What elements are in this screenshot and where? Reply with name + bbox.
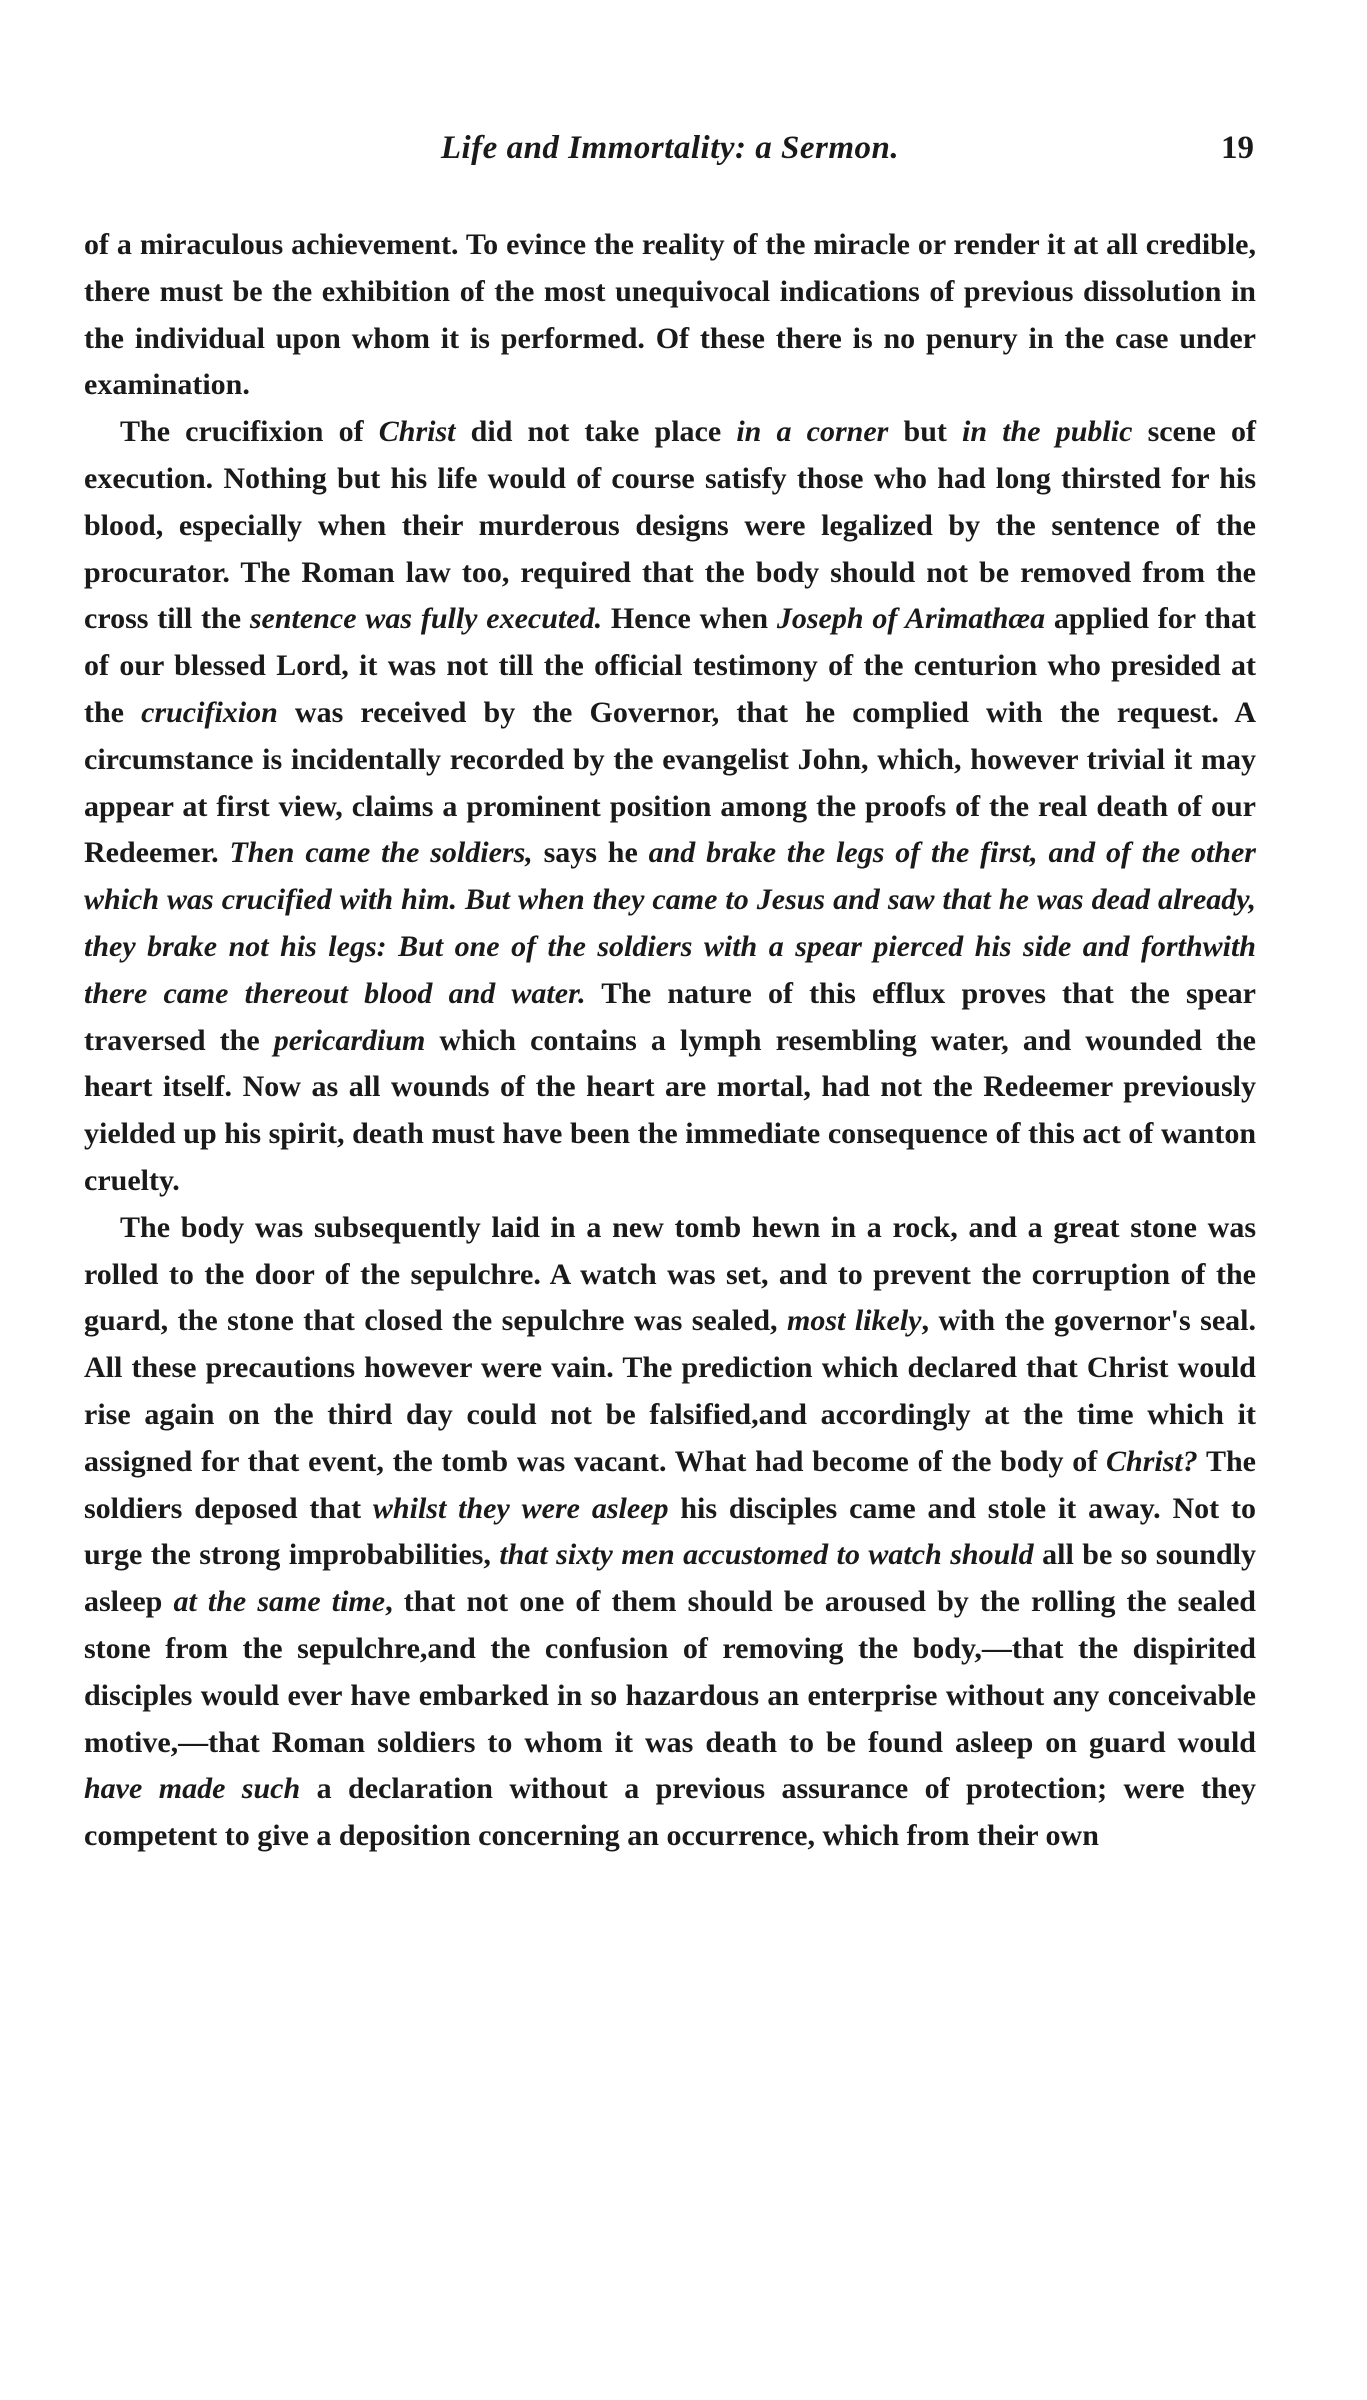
italic-text: and brake the legs of the first, and of the other which was crucified with him. But when they came to Jesus and saw that he was dead already, they brake not his legs: But one of the soldiers with a spear pierced his side and forthwith there came thereout blood and water. bbox=[84, 836, 1256, 1010]
italic-text: Joseph of Arimathæa bbox=[776, 602, 1046, 636]
italic-text: in the public bbox=[962, 415, 1133, 449]
page-header bbox=[84, 130, 1256, 184]
text-run: The body was subsequently laid in a new tomb hewn in a rock, and a great stone was rolled to the door of the sepulchre. A watch was set, and to prevent the corruption of the guard, the stone that closed the sepulchre was sealed, bbox=[84, 1210, 1256, 1338]
italic-text: at the same time bbox=[173, 1585, 386, 1619]
italic-text: Christ bbox=[378, 415, 456, 449]
text-run: Hence when bbox=[602, 602, 777, 636]
paragraph bbox=[84, 409, 1256, 1205]
text-run: which contains a lymph resembling water, and wounded the heart itself. Now as all wounds of the heart are mortal, had not the Redeemer previously yielded up his spirit, death must have been the immediate consequence of this act of wanton cruelty. bbox=[84, 1023, 1256, 1197]
text-run: says he bbox=[532, 836, 649, 870]
italic-text: sentence was fully executed. bbox=[249, 602, 603, 636]
running-title: Life and Immortality: a Sermon. bbox=[440, 130, 900, 166]
text-run: all be so soundly asleep bbox=[84, 1538, 1256, 1619]
text-run: The nature of this efflux proves that the spear traversed the bbox=[84, 976, 1256, 1057]
text-run: his disciples came and stole it away. Not to urge the strong improbabilities, bbox=[84, 1491, 1256, 1572]
italic-text: pericardium bbox=[273, 1023, 426, 1057]
text-run: scene of execution. Nothing but his life would of course satisfy those who had long thirsted for his blood, especially when their murderous designs were legalized by the sentence of the procurator. The Roman law too, required that the body should not be removed from the cross till the bbox=[84, 415, 1257, 636]
paragraph bbox=[84, 222, 1256, 409]
text-run: but bbox=[888, 415, 963, 449]
text-run: , that not one of them should be aroused by the rolling the sealed stone from the sepulchre,and the confusion of removing the body,—that the dispirited disciples would ever have embarked in so hazardous an enterprise without any conceivable motive,—that Roman soldiers to whom it was death to be found asleep on guard would bbox=[84, 1585, 1256, 1759]
text-run: was received by the Governor, that he complied with the request. A circumstance is incidentally recorded by the evangelist John, which, however trivial it may appear at first view, claims a prominent position among the proofs of the real death of our Redeemer. bbox=[84, 695, 1256, 870]
body-text bbox=[84, 222, 1256, 1860]
text-run: The soldiers deposed that bbox=[84, 1444, 1256, 1525]
text-run: , with the governor's seal. All these precautions however were vain. The prediction which declared that Christ would rise again on the third day could not be falsified,and accordingly at the time which it assigned for that event, the tomb was vacant. What had become of the body of bbox=[84, 1304, 1256, 1478]
italic-text: most likely bbox=[787, 1304, 922, 1338]
italic-text: have made such bbox=[84, 1772, 301, 1806]
italic-text: crucifixion bbox=[141, 695, 278, 729]
text-run: The crucifixion of bbox=[120, 415, 379, 449]
italic-text: whilst they were asleep bbox=[372, 1491, 669, 1525]
italic-text: Then came the soldiers, bbox=[229, 836, 533, 870]
text-run: applied for that of our blessed Lord, it was not till the official testimony of the centurion who presided at the bbox=[84, 602, 1256, 729]
text-run: did not take place bbox=[455, 415, 737, 449]
italic-text: in a corner bbox=[736, 415, 889, 449]
page-number: 19 bbox=[1221, 130, 1254, 166]
paragraph bbox=[84, 1205, 1256, 1860]
text-run: of a miraculous achievement. To evince the reality of the miracle or render it at all credible, there must be the exhibition of the most unequivocal indications of previous dissolution in the individual upon whom it is performed. Of these there is no penury in the case under examination. bbox=[84, 228, 1256, 402]
italic-text: Christ? bbox=[1106, 1444, 1198, 1478]
text-run: a declaration without a previous assurance of protection; were they competent to give a deposition concerning an occurrence, which from their own bbox=[84, 1772, 1256, 1853]
italic-text: that sixty men accustomed to watch should bbox=[499, 1538, 1034, 1572]
